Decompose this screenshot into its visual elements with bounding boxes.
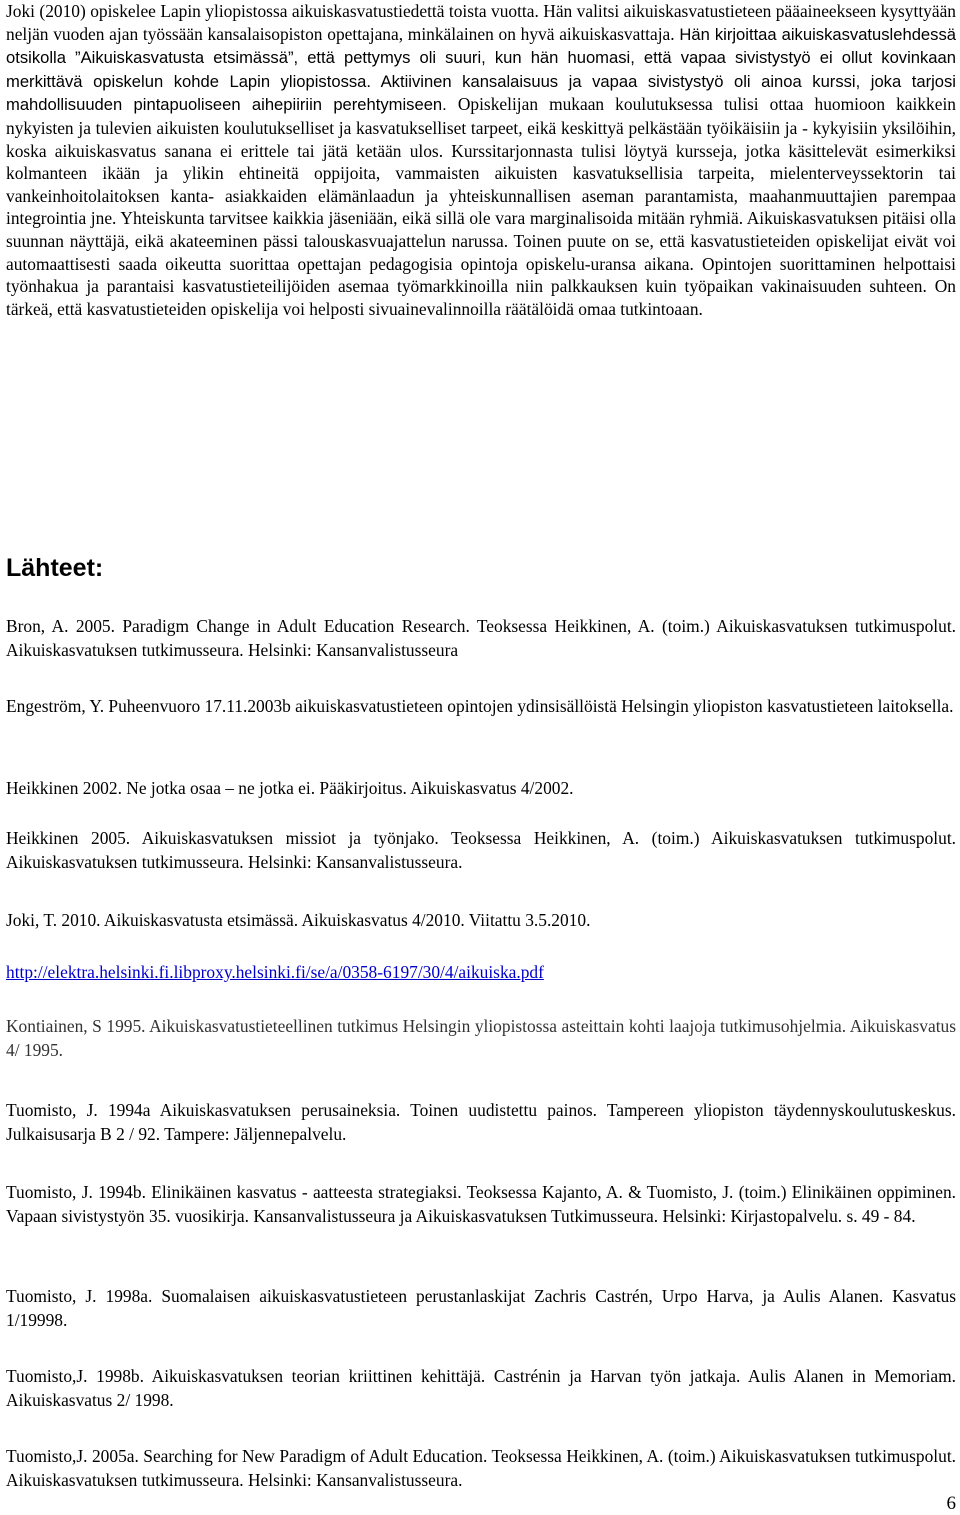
reference-item: Tuomisto, J. 1994b. Elinikäinen kasvatus - aatteesta strategiaksi. Teoksessa Kajanto, A. & Tuomisto, J. (toim.) Elinikäinen oppiminen. Vapaan sivistystyön 35. vuosikirja. Kansanvalistusseura ja Aikuiskasvatuksen Tutkimusseura. Helsinki: Kirjastopalvelu. s. 49 - 84.: [6, 1182, 956, 1226]
reference-item: Engeström, Y. Puheenvuoro 17.11.2003b aikuiskasvatustieteen opintojen ydinsisällöistä Helsingin yliopiston kasvatustieteen laitoksella.: [6, 696, 954, 716]
reference-item: Joki, T. 2010. Aikuiskasvatusta etsimässä. Aikuiskasvatus 4/2010. Viitattu 3.5.2010.: [6, 910, 591, 930]
reference-item: Heikkinen 2005. Aikuiskasvatuksen missiot ja työnjako. Teoksessa Heikkinen, A. (toim.) Aikuiskasvatuksen tutkimuspolut. Aikuiskasvatuksen tutkimusseura. Helsinki: Kansanvalistusseura.: [6, 828, 956, 872]
reference-item: Tuomisto, J. 1998a. Suomalaisen aikuiskasvatustieteen perustanlaskijat Zachris Castrén, Urpo Harva, ja Aulis Alanen. Kasvatus 1/19998.: [6, 1286, 956, 1330]
reference-item: Tuomisto,J. 2005a. Searching for New Paradigm of Adult Education. Teoksessa Heikkinen, A. (toim.) Aikuiskasvatuksen tutkimuspolut. Aikuiskasvatuksen tutkimusseura. Helsinki: Kansanvalistusseura.: [6, 1446, 956, 1490]
paragraph-sentence-3: Opiskelijan mukaan koulutuksessa tulisi ottaa huomioon kaikkein nykyisten ja tulevien aikuisten koulutukselliset ja kasvatukselliset tarpeet, eikä keskittyä pelkästään työikäisiin ja - kykyisiin yksilöihin, koska aikuiskasvatus sanana ei erittele tai jätä ketään ulos. Kurssitarjonnasta tulisi löytyä kursseja, jotka käsittelevät esimerkiksi kolmanteen ikään ja ylikin ehtineitä oppijoita, vammaisten aikuisten kasvatuksellisia tarpeita, mielenterveyssektorin tai vankeinhoitolaitoksen kanta- asiakkaiden elämänlaadun ja yhteiskunnallisen aseman parantamista, maahanmuuttajien parempaa integrointia jne. Yhteiskunta tarvitsee kaikkia jäseniään, eikä sillä ole vara marginalisoida mitään ryhmiä. Aikuiskasvatuksen pitäisi olla suunnan näyttäjä, eikä akateeminen pässi talouskasvuajattelun narussa. Toinen puute on se, että kasvatustieteiden opiskelijat eivät voi automaattisesti saada oikeutta suorittaa opettajan pedagogisia opintoja opiskelu-uransa aikana. Opintojen suorittaminen helpottaisi työnhakua ja parantaisi kasvatustieteilijöiden asemaa työmarkkinoilla niin palkkauksen kuin työpaikan vakinaisuuden suhteen. On tärkeä, että kasvatustieteiden opiskelija voi helposti sivuainevalinnoilla räätälöidä omaa tutkintoaan.: [6, 94, 956, 319]
body-paragraph: [6, 0, 956, 320]
paragraph-sentence-2: Hän kirjoittaa aikuiskasvatuslehdessä otsikolla ”Aikuiskasvatusta etsimässä”, että pettymys oli suuri, kun hän huomasi, että vapaa sivistystyö ei ollut kovinkaan merkittävä opiskelun kohde Lapin yliopistossa. Aktiivinen kansalaisuus ja vapaa sivistystyö oli ainoa kurssi, joka tarjosi mahdollisuuden pintapuoliseen aihepiiriin perehtymiseen.: [6, 24, 956, 115]
references-heading: Lähteet:: [6, 554, 104, 582]
reference-item: Kontiainen, S 1995. Aikuiskasvatustieteellinen tutkimus Helsingin yliopistossa asteittain kohti laajoja tutkimusohjelmia. Aikuiskasvatus 4/ 1995.: [6, 1016, 956, 1060]
reference-link-item: [6, 960, 956, 984]
reference-item: Tuomisto,J. 1998b. Aikuiskasvatuksen teorian kriittinen kehittäjä. Castrénin ja Harvan työn jatkaja. Aulis Alanen in Memoriam. Aikuiskasvatus 2/ 1998.: [6, 1366, 956, 1410]
reference-item: Heikkinen 2002. Ne jotka osaa – ne jotka ei. Pääkirjoitus. Aikuiskasvatus 4/2002.: [6, 778, 574, 798]
reference-item: Bron, A. 2005. Paradigm Change in Adult Education Research. Teoksessa Heikkinen, A. (toim.) Aikuiskasvatuksen tutkimuspolut. Aikuiskasvatuksen tutkimusseura. Helsinki: Kansanvalistusseura: [6, 616, 956, 660]
reference-link[interactable]: http://elektra.helsinki.fi.libproxy.helsinki.fi/se/a/0358-6197/30/4/aikuiska.pdf: [6, 962, 544, 982]
reference-item: Tuomisto, J. 1994a Aikuiskasvatuksen perusaineksia. Toinen uudistettu painos. Tampereen yliopiston täydennyskoulutuskeskus. Julkaisusarja B 2 / 92. Tampere: Jäljennepalvelu.: [6, 1100, 956, 1144]
paragraph-sentence-1: Joki (2010) opiskelee Lapin yliopistossa aikuiskasvatustiedettä toista vuotta. Hän valitsi aikuiskasvatustieteen pääaineekseen kysyttyään neljän vuoden ajan työssään kansalaisopiston opettajana, minkälainen on hyvä aikuiskasvattaja.: [6, 1, 956, 44]
page-number: 6: [946, 1493, 956, 1514]
